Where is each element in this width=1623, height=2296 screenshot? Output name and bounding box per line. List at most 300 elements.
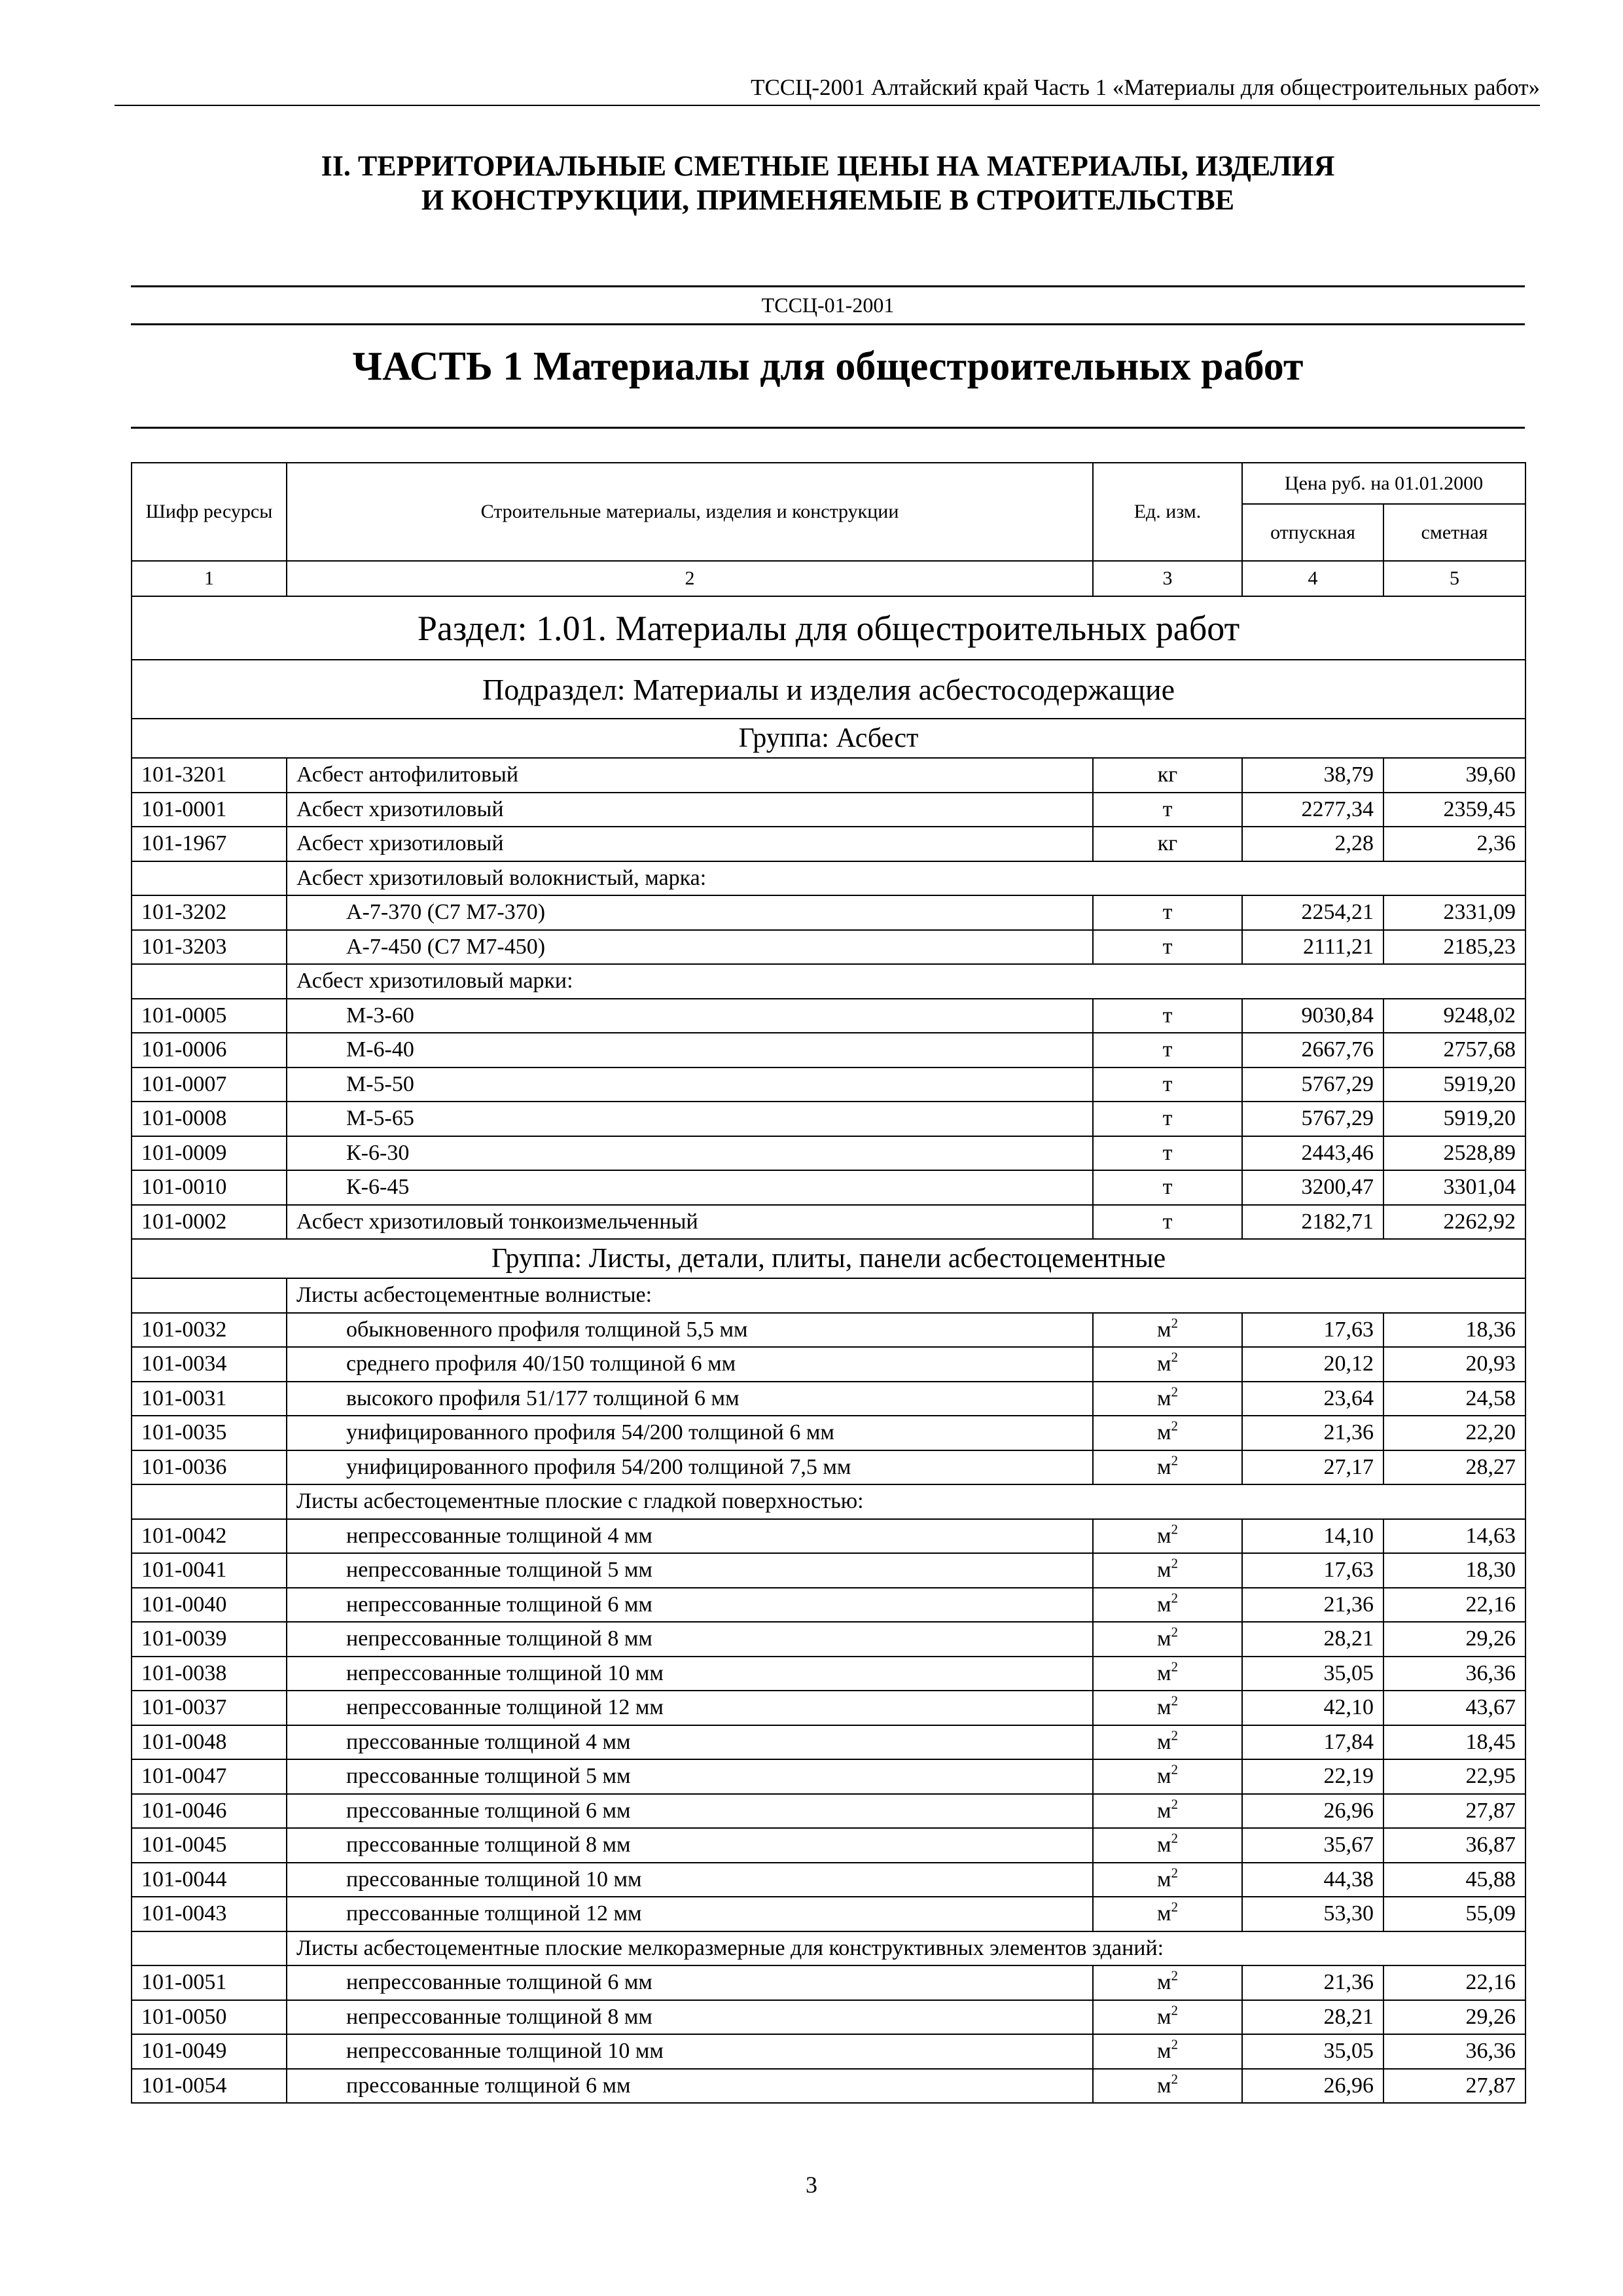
cell-unit bbox=[1093, 1657, 1242, 1691]
cell-name: К-6-45 bbox=[287, 1170, 1093, 1205]
cell-release-price: 17,63 bbox=[1242, 1313, 1383, 1348]
cell-code: 101-0002 bbox=[132, 1205, 287, 1240]
cell-code: 101-0038 bbox=[132, 1657, 287, 1691]
unit-text: м bbox=[1156, 1626, 1171, 1651]
column-number: 3 bbox=[1093, 561, 1242, 596]
cell-code: 101-0049 bbox=[132, 2034, 287, 2069]
cell-unit bbox=[1093, 1102, 1242, 1136]
cell-name: прессованные толщиной 12 мм bbox=[287, 1897, 1093, 1931]
cell-release-price: 3200,47 bbox=[1242, 1170, 1383, 1205]
page-number: 3 bbox=[806, 2172, 817, 2198]
cell-estimate-price: 39,60 bbox=[1383, 758, 1525, 793]
cell-estimate-price: 9248,02 bbox=[1383, 999, 1525, 1033]
cell-release-price: 23,64 bbox=[1242, 1382, 1383, 1416]
cell-code: 101-0034 bbox=[132, 1347, 287, 1382]
table-row bbox=[132, 1347, 1525, 1382]
cell-release-price: 2667,76 bbox=[1242, 1033, 1383, 1067]
cell-name: М-3-60 bbox=[287, 999, 1093, 1033]
column-number: 2 bbox=[287, 561, 1093, 596]
cell-code: 101-0009 bbox=[132, 1136, 287, 1171]
table-row bbox=[132, 1759, 1525, 1794]
unit-text: м bbox=[1156, 2004, 1171, 2029]
cell-unit bbox=[1093, 1382, 1242, 1416]
unit-superscript: 2 bbox=[1171, 1624, 1179, 1640]
cell-code: 101-0007 bbox=[132, 1067, 287, 1102]
cell-estimate-price: 2331,09 bbox=[1383, 895, 1525, 930]
cell-name: непрессованные толщиной 8 мм bbox=[287, 2000, 1093, 2035]
cell-unit bbox=[1093, 930, 1242, 965]
group-title: Группа: Листы, детали, плиты, панели асбестоцементные bbox=[132, 1239, 1525, 1278]
table-row bbox=[132, 758, 1525, 793]
cell-code-empty bbox=[132, 861, 287, 896]
cell-release-price: 9030,84 bbox=[1242, 999, 1383, 1033]
column-header-code: Шифр ресурсы bbox=[132, 463, 287, 561]
item-heading-row bbox=[132, 1931, 1525, 1966]
cell-release-price: 44,38 bbox=[1242, 1863, 1383, 1897]
unit-text: т bbox=[1162, 1071, 1173, 1096]
cell-code: 101-0031 bbox=[132, 1382, 287, 1416]
cell-unit bbox=[1093, 1450, 1242, 1485]
table-row bbox=[132, 1136, 1525, 1171]
unit-text: т bbox=[1162, 1209, 1173, 1234]
cell-release-price: 21,36 bbox=[1242, 1588, 1383, 1623]
group-row bbox=[132, 1239, 1525, 1278]
cell-estimate-price: 22,16 bbox=[1383, 1965, 1525, 2000]
document-code-text: ТССЦ-01-2001 bbox=[761, 293, 895, 317]
cell-code: 101-0037 bbox=[132, 1691, 287, 1725]
cell-unit bbox=[1093, 1067, 1242, 1102]
cell-code: 101-0048 bbox=[132, 1725, 287, 1760]
cell-release-price: 2277,34 bbox=[1242, 793, 1383, 827]
cell-estimate-price: 43,67 bbox=[1383, 1691, 1525, 1725]
cell-estimate-price: 29,26 bbox=[1383, 2000, 1525, 2035]
unit-superscript: 2 bbox=[1171, 1555, 1179, 1571]
cell-name: А-7-370 (С7 М7-370) bbox=[287, 895, 1093, 930]
cell-code: 101-3202 bbox=[132, 895, 287, 930]
cell-code: 101-0040 bbox=[132, 1588, 287, 1623]
cell-unit bbox=[1093, 1828, 1242, 1863]
unit-text: т bbox=[1162, 797, 1173, 821]
cell-release-price: 2254,21 bbox=[1242, 895, 1383, 930]
cell-name: А-7-450 (С7 М7-450) bbox=[287, 930, 1093, 965]
cell-estimate-price: 36,36 bbox=[1383, 1657, 1525, 1691]
unit-text: м bbox=[1156, 1695, 1171, 1720]
cell-release-price: 35,05 bbox=[1242, 1657, 1383, 1691]
cell-estimate-price: 3301,04 bbox=[1383, 1170, 1525, 1205]
unit-text: т bbox=[1162, 1175, 1173, 1200]
cell-code: 101-0044 bbox=[132, 1863, 287, 1897]
item-heading-text: Асбест хризотиловый марки: bbox=[287, 964, 1525, 999]
unit-text: м bbox=[1156, 1729, 1171, 1754]
cell-unit bbox=[1093, 895, 1242, 930]
table-row bbox=[132, 2000, 1525, 2035]
cell-release-price: 17,63 bbox=[1242, 1553, 1383, 1588]
unit-text: т bbox=[1162, 1140, 1173, 1165]
cell-name: Асбест антофилитовый bbox=[287, 758, 1093, 793]
unit-text: т bbox=[1162, 1037, 1173, 1062]
cell-name: прессованные толщиной 5 мм bbox=[287, 1759, 1093, 1794]
cell-estimate-price: 5919,20 bbox=[1383, 1102, 1525, 1136]
table-row bbox=[132, 1102, 1525, 1136]
unit-superscript: 2 bbox=[1171, 1315, 1179, 1331]
price-table-head bbox=[132, 463, 1525, 596]
cell-estimate-price: 22,95 bbox=[1383, 1759, 1525, 1794]
cell-unit bbox=[1093, 1622, 1242, 1657]
cell-name: Асбест хризотиловый bbox=[287, 827, 1093, 861]
cell-release-price: 2182,71 bbox=[1242, 1205, 1383, 1240]
unit-text: т bbox=[1162, 1106, 1173, 1131]
cell-unit bbox=[1093, 1136, 1242, 1171]
cell-name: обыкновенного профиля толщиной 5,5 мм bbox=[287, 1313, 1093, 1348]
unit-text: м bbox=[1156, 1970, 1171, 1995]
table-row bbox=[132, 1416, 1525, 1450]
cell-code: 101-0032 bbox=[132, 1313, 287, 1348]
table-row bbox=[132, 1382, 1525, 1416]
unit-superscript: 2 bbox=[1171, 1865, 1179, 1881]
cell-name: прессованные толщиной 8 мм bbox=[287, 1828, 1093, 1863]
cell-code: 101-0041 bbox=[132, 1553, 287, 1588]
cell-estimate-price: 18,30 bbox=[1383, 1553, 1525, 1588]
cell-release-price: 27,17 bbox=[1242, 1450, 1383, 1485]
unit-text: м bbox=[1156, 1764, 1171, 1789]
cell-code-empty bbox=[132, 1484, 287, 1519]
unit-text: м bbox=[1156, 1660, 1171, 1685]
cell-estimate-price: 2359,45 bbox=[1383, 793, 1525, 827]
cell-unit bbox=[1093, 758, 1242, 793]
section-title-line-2: И КОНСТРУКЦИИ, ПРИМЕНЯЕМЫЕ В СТРОИТЕЛЬСТВЕ bbox=[421, 184, 1235, 216]
cell-release-price: 2111,21 bbox=[1242, 930, 1383, 965]
cell-release-price: 2,28 bbox=[1242, 827, 1383, 861]
cell-unit bbox=[1093, 2034, 1242, 2069]
cell-name: непрессованные толщиной 12 мм bbox=[287, 1691, 1093, 1725]
unit-text: м bbox=[1156, 1420, 1171, 1445]
table-row bbox=[132, 1519, 1525, 1554]
cell-code-empty bbox=[132, 1931, 287, 1966]
section-row bbox=[132, 596, 1525, 660]
part-title: ЧАСТЬ 1 Материалы для общестроительных работ bbox=[352, 344, 1304, 389]
unit-text: кг bbox=[1157, 762, 1178, 787]
table-row bbox=[132, 1691, 1525, 1725]
cell-release-price: 26,96 bbox=[1242, 1794, 1383, 1829]
cell-name: унифицированного профиля 54/200 толщиной 6 мм bbox=[287, 1416, 1093, 1450]
cell-unit bbox=[1093, 1759, 1242, 1794]
table-row bbox=[132, 1067, 1525, 1102]
cell-estimate-price: 20,93 bbox=[1383, 1347, 1525, 1382]
price-table-body bbox=[132, 596, 1525, 2103]
subsection-row bbox=[132, 660, 1525, 719]
cell-code: 101-0036 bbox=[132, 1450, 287, 1485]
cell-estimate-price: 2528,89 bbox=[1383, 1136, 1525, 1171]
cell-code: 101-0039 bbox=[132, 1622, 287, 1657]
cell-release-price: 20,12 bbox=[1242, 1347, 1383, 1382]
cell-estimate-price: 28,27 bbox=[1383, 1450, 1525, 1485]
unit-text: м bbox=[1156, 1386, 1171, 1410]
cell-release-price: 17,84 bbox=[1242, 1725, 1383, 1760]
unit-superscript: 2 bbox=[1171, 1418, 1179, 1434]
table-row bbox=[132, 1622, 1525, 1657]
cell-unit bbox=[1093, 2000, 1242, 2035]
unit-text: м bbox=[1156, 1317, 1171, 1342]
item-heading-row bbox=[132, 1278, 1525, 1313]
cell-name: М-6-40 bbox=[287, 1033, 1093, 1067]
cell-release-price: 21,36 bbox=[1242, 1416, 1383, 1450]
cell-name: прессованные толщиной 6 мм bbox=[287, 1794, 1093, 1829]
cell-unit bbox=[1093, 1313, 1242, 1348]
cell-estimate-price: 2185,23 bbox=[1383, 930, 1525, 965]
table-row bbox=[132, 1205, 1525, 1240]
cell-unit bbox=[1093, 2069, 1242, 2104]
unit-superscript: 2 bbox=[1171, 1693, 1179, 1709]
cell-code: 101-0001 bbox=[132, 793, 287, 827]
cell-unit bbox=[1093, 793, 1242, 827]
cell-name: непрессованные толщиной 4 мм bbox=[287, 1519, 1093, 1554]
unit-superscript: 2 bbox=[1171, 1727, 1179, 1744]
cell-estimate-price: 2,36 bbox=[1383, 827, 1525, 861]
unit-text: т bbox=[1162, 900, 1173, 925]
cell-name: унифицированного профиля 54/200 толщиной 7,5 мм bbox=[287, 1450, 1093, 1485]
cell-release-price: 26,96 bbox=[1242, 2069, 1383, 2104]
table-row bbox=[132, 1553, 1525, 1588]
table-row bbox=[132, 793, 1525, 827]
cell-estimate-price: 2757,68 bbox=[1383, 1033, 1525, 1067]
item-heading-text: Листы асбестоцементные плоские с гладкой поверхностью: bbox=[287, 1484, 1525, 1519]
cell-release-price: 2443,46 bbox=[1242, 1136, 1383, 1171]
column-number: 1 bbox=[132, 561, 287, 596]
table-row bbox=[132, 999, 1525, 1033]
unit-superscript: 2 bbox=[1171, 1590, 1179, 1606]
cell-code: 101-0054 bbox=[132, 2069, 287, 2104]
table-row bbox=[132, 1033, 1525, 1067]
table-row bbox=[132, 1313, 1525, 1348]
table-row bbox=[132, 827, 1525, 861]
cell-release-price: 38,79 bbox=[1242, 758, 1383, 793]
cell-name: среднего профиля 40/150 толщиной 6 мм bbox=[287, 1347, 1093, 1382]
cell-unit bbox=[1093, 1965, 1242, 2000]
column-header-estimate-price: сметная bbox=[1383, 504, 1525, 561]
cell-code: 101-0050 bbox=[132, 2000, 287, 2035]
cell-unit bbox=[1093, 1863, 1242, 1897]
cell-code: 101-0008 bbox=[132, 1102, 287, 1136]
cell-name: непрессованные толщиной 5 мм bbox=[287, 1553, 1093, 1588]
column-number: 5 bbox=[1383, 561, 1525, 596]
cell-code: 101-0035 bbox=[132, 1416, 287, 1450]
cell-release-price: 28,21 bbox=[1242, 2000, 1383, 2035]
cell-name: непрессованные толщиной 10 мм bbox=[287, 2034, 1093, 2069]
unit-superscript: 2 bbox=[1171, 1349, 1179, 1365]
cell-code-empty bbox=[132, 1278, 287, 1313]
unit-text: т bbox=[1162, 934, 1173, 959]
unit-text: м bbox=[1156, 1867, 1171, 1892]
unit-text: м bbox=[1156, 1454, 1171, 1479]
cell-name: К-6-30 bbox=[287, 1136, 1093, 1171]
cell-code: 101-0045 bbox=[132, 1828, 287, 1863]
unit-text: м bbox=[1156, 1798, 1171, 1823]
cell-name: прессованные толщиной 6 мм bbox=[287, 2069, 1093, 2104]
table-row bbox=[132, 930, 1525, 965]
table-row bbox=[132, 1863, 1525, 1897]
cell-estimate-price: 27,87 bbox=[1383, 1794, 1525, 1829]
unit-text: м bbox=[1156, 1352, 1171, 1376]
column-header-price: Цена руб. на 01.01.2000 bbox=[1242, 463, 1525, 504]
cell-code: 101-0047 bbox=[132, 1759, 287, 1794]
cell-release-price: 28,21 bbox=[1242, 1622, 1383, 1657]
part-title-rule bbox=[131, 427, 1525, 429]
cell-estimate-price: 27,87 bbox=[1383, 2069, 1525, 2104]
cell-code: 101-3201 bbox=[132, 758, 287, 793]
cell-code: 101-0051 bbox=[132, 1965, 287, 2000]
unit-superscript: 2 bbox=[1171, 1899, 1179, 1915]
cell-estimate-price: 22,16 bbox=[1383, 1588, 1525, 1623]
cell-name: непрессованные толщиной 6 мм bbox=[287, 1588, 1093, 1623]
cell-code: 101-0046 bbox=[132, 1794, 287, 1829]
cell-name: прессованные толщиной 4 мм bbox=[287, 1725, 1093, 1760]
cell-estimate-price: 5919,20 bbox=[1383, 1067, 1525, 1102]
cell-estimate-price: 29,26 bbox=[1383, 1622, 1525, 1657]
cell-unit bbox=[1093, 1033, 1242, 1067]
running-header-text: ТССЦ-2001 Алтайский край Часть 1 «Материалы для общестроительных работ» bbox=[751, 75, 1540, 100]
table-row bbox=[132, 2069, 1525, 2104]
cell-name: М-5-50 bbox=[287, 1067, 1093, 1102]
cell-code: 101-0010 bbox=[132, 1170, 287, 1205]
unit-superscript: 2 bbox=[1171, 1967, 1179, 1984]
cell-unit bbox=[1093, 1691, 1242, 1725]
column-header-name: Строительные материалы, изделия и конструкции bbox=[287, 463, 1093, 561]
table-row bbox=[132, 2034, 1525, 2069]
unit-superscript: 2 bbox=[1171, 2002, 1179, 2018]
cell-release-price: 5767,29 bbox=[1242, 1102, 1383, 1136]
unit-text: м bbox=[1156, 1558, 1171, 1583]
unit-text: кг bbox=[1157, 831, 1178, 856]
cell-name: прессованные толщиной 10 мм bbox=[287, 1863, 1093, 1897]
unit-superscript: 2 bbox=[1171, 1796, 1179, 1812]
cell-code: 101-0006 bbox=[132, 1033, 287, 1067]
section-title bbox=[131, 149, 1525, 217]
table-row bbox=[132, 1588, 1525, 1623]
cell-unit bbox=[1093, 1205, 1242, 1240]
group-title: Группа: Асбест bbox=[132, 719, 1525, 758]
cell-name: непрессованные толщиной 8 мм bbox=[287, 1622, 1093, 1657]
cell-code-empty bbox=[132, 964, 287, 999]
cell-release-price: 42,10 bbox=[1242, 1691, 1383, 1725]
cell-unit bbox=[1093, 1794, 1242, 1829]
cell-name: непрессованные толщиной 10 мм bbox=[287, 1657, 1093, 1691]
document-code bbox=[131, 285, 1525, 325]
unit-text: м bbox=[1156, 1592, 1171, 1617]
cell-release-price: 14,10 bbox=[1242, 1519, 1383, 1554]
cell-unit bbox=[1093, 999, 1242, 1033]
cell-release-price: 35,05 bbox=[1242, 2034, 1383, 2069]
unit-superscript: 2 bbox=[1171, 1452, 1179, 1469]
cell-release-price: 53,30 bbox=[1242, 1897, 1383, 1931]
cell-release-price: 21,36 bbox=[1242, 1965, 1383, 2000]
cell-estimate-price: 45,88 bbox=[1383, 1863, 1525, 1897]
item-heading-text: Листы асбестоцементные волнистые: bbox=[287, 1278, 1525, 1313]
cell-release-price: 5767,29 bbox=[1242, 1067, 1383, 1102]
cell-estimate-price: 18,36 bbox=[1383, 1313, 1525, 1348]
table-row bbox=[132, 1450, 1525, 1485]
column-header-unit: Ед. изм. bbox=[1093, 463, 1242, 561]
unit-superscript: 2 bbox=[1171, 2036, 1179, 2053]
cell-estimate-price: 18,45 bbox=[1383, 1725, 1525, 1760]
cell-unit bbox=[1093, 1553, 1242, 1588]
unit-superscript: 2 bbox=[1171, 1384, 1179, 1400]
cell-estimate-price: 55,09 bbox=[1383, 1897, 1525, 1931]
cell-release-price: 22,19 bbox=[1242, 1759, 1383, 1794]
cell-code: 101-0042 bbox=[132, 1519, 287, 1554]
cell-unit bbox=[1093, 1725, 1242, 1760]
item-heading-text: Листы асбестоцементные плоские мелкоразмерные для конструктивных элементов зданий: bbox=[287, 1931, 1525, 1966]
cell-unit bbox=[1093, 1170, 1242, 1205]
table-row bbox=[132, 1828, 1525, 1863]
cell-estimate-price: 14,63 bbox=[1383, 1519, 1525, 1554]
cell-estimate-price: 22,20 bbox=[1383, 1416, 1525, 1450]
unit-text: м bbox=[1156, 1523, 1171, 1548]
cell-name: высокого профиля 51/177 толщиной 6 мм bbox=[287, 1382, 1093, 1416]
unit-superscript: 2 bbox=[1171, 1659, 1179, 1675]
unit-text: м bbox=[1156, 1833, 1171, 1857]
unit-text: м bbox=[1156, 2039, 1171, 2064]
item-heading-row bbox=[132, 861, 1525, 896]
item-heading-row bbox=[132, 1484, 1525, 1519]
cell-release-price: 35,67 bbox=[1242, 1828, 1383, 1863]
section-title: Раздел: 1.01. Материалы для общестроительных работ bbox=[132, 596, 1525, 660]
cell-unit bbox=[1093, 1416, 1242, 1450]
cell-unit bbox=[1093, 1897, 1242, 1931]
subsection-title: Подраздел: Материалы и изделия асбестосодержащие bbox=[132, 660, 1525, 719]
cell-unit bbox=[1093, 827, 1242, 861]
price-table bbox=[131, 462, 1526, 2104]
cell-estimate-price: 2262,92 bbox=[1383, 1205, 1525, 1240]
table-row bbox=[132, 1657, 1525, 1691]
unit-text: м bbox=[1156, 2073, 1171, 2098]
group-row bbox=[132, 719, 1525, 758]
column-number-row bbox=[132, 561, 1525, 596]
unit-superscript: 2 bbox=[1171, 2071, 1179, 2087]
cell-name: Асбест хризотиловый тонкоизмельченный bbox=[287, 1205, 1093, 1240]
section-title-line-1: II. ТЕРРИТОРИАЛЬНЫЕ СМЕТНЫЕ ЦЕНЫ НА МАТЕРИАЛЫ, ИЗДЕЛИЯ bbox=[321, 150, 1335, 182]
unit-text: м bbox=[1156, 1901, 1171, 1926]
unit-text: т bbox=[1162, 1003, 1173, 1028]
table-row bbox=[132, 895, 1525, 930]
cell-unit bbox=[1093, 1588, 1242, 1623]
cell-name: непрессованные толщиной 6 мм bbox=[287, 1965, 1093, 2000]
cell-code: 101-0043 bbox=[132, 1897, 287, 1931]
cell-code: 101-3203 bbox=[132, 930, 287, 965]
cell-estimate-price: 36,36 bbox=[1383, 2034, 1525, 2069]
table-row bbox=[132, 1897, 1525, 1931]
table-row bbox=[132, 1794, 1525, 1829]
cell-name: Асбест хризотиловый bbox=[287, 793, 1093, 827]
item-heading-row bbox=[132, 964, 1525, 999]
cell-code: 101-0005 bbox=[132, 999, 287, 1033]
column-number: 4 bbox=[1242, 561, 1383, 596]
cell-estimate-price: 24,58 bbox=[1383, 1382, 1525, 1416]
column-header-release-price: отпускная bbox=[1242, 504, 1383, 561]
unit-superscript: 2 bbox=[1171, 1761, 1179, 1778]
cell-code: 101-1967 bbox=[132, 827, 287, 861]
cell-estimate-price: 36,87 bbox=[1383, 1828, 1525, 1863]
table-row bbox=[132, 1965, 1525, 2000]
item-heading-text: Асбест хризотиловый волокнистый, марка: bbox=[287, 861, 1525, 896]
table-row bbox=[132, 1725, 1525, 1760]
cell-name: М-5-65 bbox=[287, 1102, 1093, 1136]
cell-unit bbox=[1093, 1519, 1242, 1554]
unit-superscript: 2 bbox=[1171, 1830, 1179, 1846]
running-header bbox=[115, 71, 1540, 106]
table-row bbox=[132, 1170, 1525, 1205]
unit-superscript: 2 bbox=[1171, 1521, 1179, 1537]
cell-unit bbox=[1093, 1347, 1242, 1382]
